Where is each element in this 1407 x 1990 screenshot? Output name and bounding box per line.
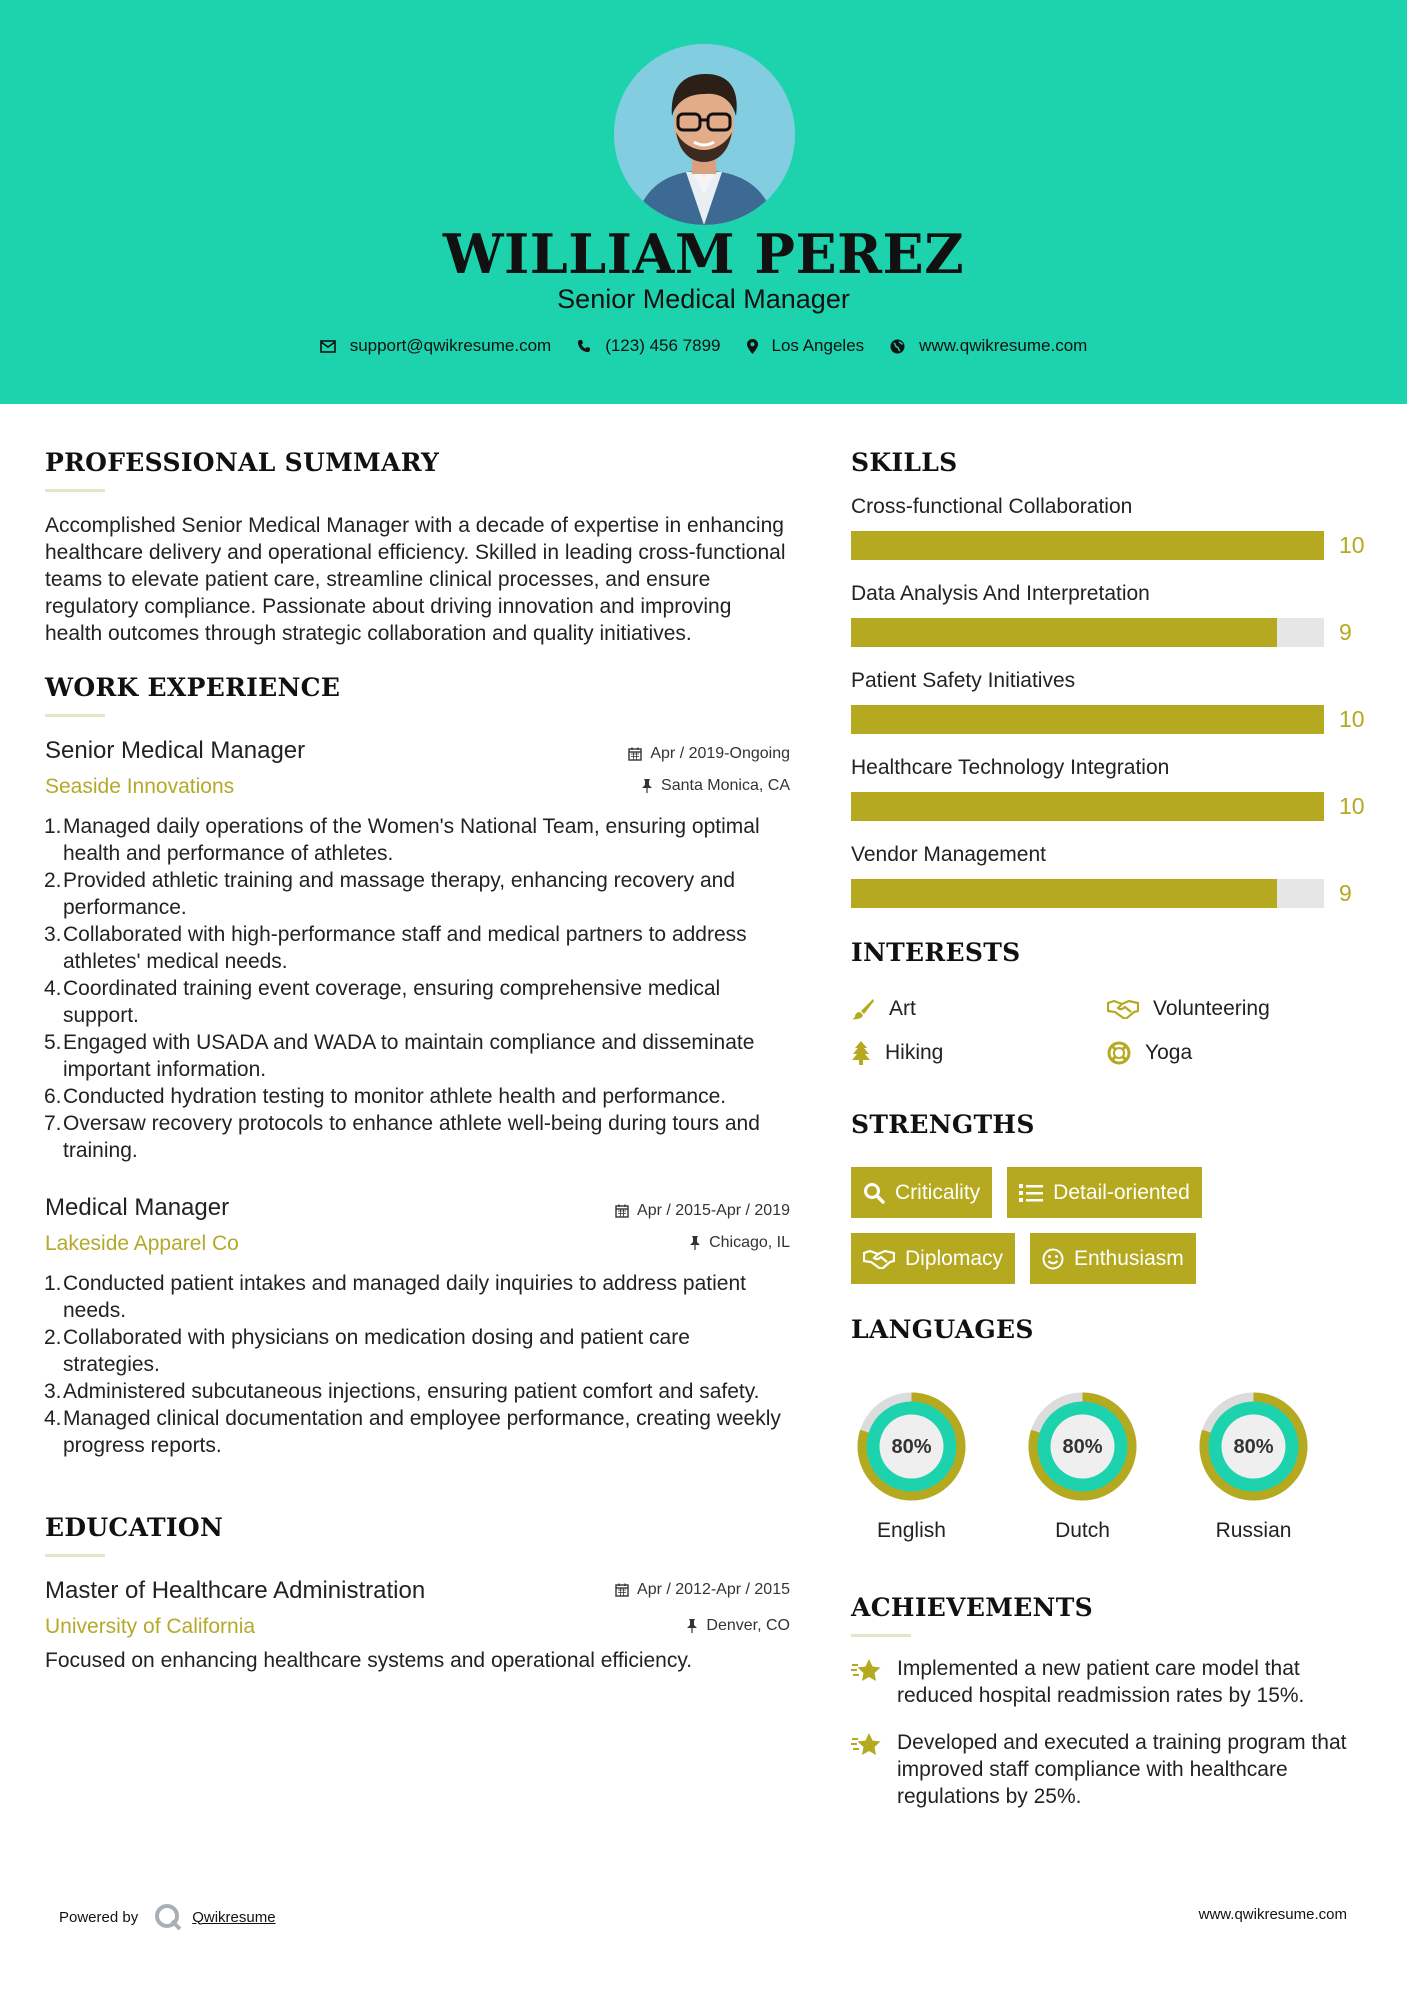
smile-icon bbox=[1042, 1248, 1064, 1270]
skill-level: 9 bbox=[1339, 880, 1352, 906]
pushpin-icon bbox=[641, 779, 653, 793]
skill-level: 10 bbox=[1339, 706, 1365, 732]
skill-name: Cross-functional Collaboration bbox=[851, 495, 1133, 518]
website-text: www.qwikresume.com bbox=[919, 336, 1088, 355]
company-name: Lakeside Apparel Co bbox=[45, 1232, 239, 1255]
strength-tag: Diplomacy bbox=[851, 1233, 1015, 1284]
globe-icon bbox=[890, 339, 905, 354]
language-percent: 80% bbox=[1233, 1436, 1274, 1458]
skill-bar-row bbox=[851, 792, 1371, 821]
summary-text: Accomplished Senior Medical Manager with a decade of expertise in enhancing healthcare delivery and operational efficiency. Skilled in leading cross-functional teams to elevate patient care, streamline clinical processes, and ensure regulatory compliance. Passionate about driving innovation and improving health outcomes through strategic collaboration and quality initiatives. bbox=[45, 514, 786, 645]
company-name: Seaside Innovations bbox=[45, 775, 235, 798]
skill-item bbox=[851, 669, 1371, 734]
calendar-icon bbox=[615, 1204, 629, 1218]
interests-section bbox=[851, 938, 1371, 1065]
skill-bar-row bbox=[851, 618, 1371, 647]
achievements-heading: ACHIEVEMENTS bbox=[851, 1593, 1093, 1622]
skill-name: Healthcare Technology Integration bbox=[851, 756, 1170, 779]
interest-item: Yoga bbox=[1107, 1041, 1363, 1065]
skill-bar-track bbox=[851, 792, 1324, 821]
summary-heading: PROFESSIONAL SUMMARY bbox=[45, 448, 440, 477]
interests-grid bbox=[851, 997, 1371, 1065]
location-text: Los Angeles bbox=[771, 336, 865, 355]
education-location: Denver, CO bbox=[686, 1617, 790, 1635]
experience-section bbox=[45, 673, 790, 1459]
job-dates: Apr / 2015-Apr / 2019 bbox=[615, 1202, 790, 1220]
language-item bbox=[851, 1386, 972, 1543]
list-item: 4. Managed clinical documentation and employee performance, creating weekly progress reports. bbox=[44, 1407, 781, 1457]
contact-phone[interactable] bbox=[577, 336, 720, 356]
right-column bbox=[851, 448, 1371, 1810]
handshake-icon bbox=[1107, 999, 1139, 1019]
star-badge-icon bbox=[851, 1731, 883, 1759]
strengths-heading: STRENGTHS bbox=[851, 1110, 1035, 1139]
strengths-tags bbox=[851, 1167, 1281, 1299]
skill-bar-fill bbox=[851, 531, 1324, 560]
list-item: 4. Coordinated training event coverage, ensuring comprehensive medical support. bbox=[44, 977, 721, 1027]
skill-bar-track bbox=[851, 618, 1324, 647]
experience-heading: WORK EXPERIENCE bbox=[45, 673, 341, 702]
skill-level: 10 bbox=[1339, 793, 1365, 819]
interest-item: Art bbox=[851, 997, 1107, 1021]
education-section bbox=[45, 1513, 790, 1674]
education-dates: Apr / 2012-Apr / 2015 bbox=[615, 1581, 790, 1599]
language-name: English bbox=[877, 1519, 946, 1542]
languages-list bbox=[851, 1386, 1371, 1543]
education-entry bbox=[45, 1577, 790, 1674]
profile-photo bbox=[614, 44, 795, 225]
interest-item: Volunteering bbox=[1107, 997, 1363, 1021]
language-item bbox=[1022, 1386, 1143, 1543]
skill-bar-track bbox=[851, 879, 1324, 908]
skill-bar-row bbox=[851, 705, 1371, 734]
list-item: 7. Oversaw recovery protocols to enhance athlete well-being during tours and training. bbox=[44, 1112, 760, 1162]
language-name: Dutch bbox=[1055, 1519, 1110, 1542]
candidate-name: WILLIAM PEREZ bbox=[442, 222, 965, 286]
list-item: 1. Conducted patient intakes and managed daily inquiries to address patient needs. bbox=[44, 1272, 746, 1322]
strength-tag: Enthusiasm bbox=[1030, 1233, 1196, 1284]
section-divider bbox=[45, 1554, 105, 1557]
pushpin-icon bbox=[686, 1619, 698, 1633]
handshake-icon bbox=[863, 1249, 895, 1269]
skill-bar-track bbox=[851, 705, 1324, 734]
skills-section bbox=[851, 448, 1371, 908]
skill-bar-track bbox=[851, 531, 1324, 560]
job-entry bbox=[45, 1194, 790, 1459]
contact-location bbox=[747, 336, 865, 356]
map-pin-icon bbox=[747, 339, 758, 354]
left-column bbox=[45, 448, 790, 1674]
list-item: 6. Conducted hydration testing to monitor athlete health and performance. bbox=[44, 1085, 727, 1108]
list-icon bbox=[1019, 1183, 1043, 1203]
skills-heading: SKILLS bbox=[851, 448, 958, 477]
skill-level: 9 bbox=[1339, 619, 1352, 645]
education-description: Focused on enhancing healthcare systems and operational efficiency. bbox=[45, 1649, 693, 1672]
header-banner bbox=[0, 0, 1407, 404]
summary-section bbox=[45, 448, 790, 647]
list-item: 2. Collaborated with physicians on medication dosing and patient care strategies. bbox=[44, 1326, 690, 1376]
qwikresume-logo-icon bbox=[154, 1903, 182, 1931]
section-divider bbox=[45, 714, 105, 717]
skill-name: Vendor Management bbox=[851, 843, 1046, 866]
pushpin-icon bbox=[689, 1236, 701, 1250]
contact-website[interactable] bbox=[890, 336, 1087, 356]
paintbrush-icon bbox=[851, 998, 875, 1020]
language-ring bbox=[1193, 1386, 1314, 1507]
job-title: Medical Manager bbox=[45, 1194, 230, 1221]
list-item: 2. Provided athletic training and massage therapy, enhancing recovery and performance. bbox=[44, 869, 736, 919]
star-badge-icon bbox=[851, 1657, 883, 1685]
job-dates: Apr / 2019-Ongoing bbox=[628, 745, 790, 763]
language-ring bbox=[851, 1386, 972, 1507]
skill-item bbox=[851, 582, 1371, 647]
skill-name: Patient Safety Initiatives bbox=[851, 669, 1076, 692]
school-name: University of California bbox=[45, 1615, 256, 1638]
languages-heading: LANGUAGES bbox=[851, 1315, 1034, 1344]
calendar-icon bbox=[615, 1583, 629, 1597]
email-text: support@qwikresume.com bbox=[349, 336, 552, 355]
interests-heading: INTERESTS bbox=[851, 938, 1021, 967]
list-item: 3. Administered subcutaneous injections, ensuring patient comfort and safety. bbox=[44, 1380, 760, 1403]
candidate-role: Senior Medical Manager bbox=[557, 284, 850, 314]
job-entry bbox=[45, 737, 790, 1164]
job-title: Senior Medical Manager bbox=[45, 737, 306, 764]
job-location: Chicago, IL bbox=[689, 1234, 790, 1252]
language-ring bbox=[1022, 1386, 1143, 1507]
section-divider bbox=[851, 1634, 911, 1637]
languages-section bbox=[851, 1315, 1371, 1543]
strengths-section bbox=[851, 1110, 1371, 1299]
phone-text: (123) 456 7899 bbox=[605, 336, 721, 355]
achievement-item: Implemented a new patient care model that reduced hospital readmission rates by 15%. bbox=[851, 1655, 1371, 1709]
tree-icon bbox=[851, 1041, 871, 1065]
degree-title: Master of Healthcare Administration bbox=[45, 1577, 426, 1604]
skill-bar-fill bbox=[851, 792, 1324, 821]
interest-item: Hiking bbox=[851, 1041, 1107, 1065]
strength-tag: Criticality bbox=[851, 1167, 992, 1218]
footer-powered-by: Powered by Qwikresume bbox=[59, 1903, 276, 1931]
contact-bar bbox=[0, 336, 1407, 356]
language-item bbox=[1193, 1386, 1314, 1543]
education-heading: EDUCATION bbox=[45, 1513, 224, 1542]
job-bullets bbox=[45, 1270, 790, 1459]
section-divider bbox=[45, 489, 105, 492]
phone-icon bbox=[577, 339, 591, 353]
achievements-section bbox=[851, 1593, 1371, 1810]
skill-bar-fill bbox=[851, 879, 1277, 908]
job-location: Santa Monica, CA bbox=[641, 777, 790, 795]
list-item: 3. Collaborated with high-performance staff and medical partners to address athletes' medical needs. bbox=[44, 923, 747, 973]
lifebuoy-icon bbox=[1107, 1041, 1131, 1065]
skill-bar-fill bbox=[851, 705, 1324, 734]
language-name: Russian bbox=[1215, 1519, 1292, 1542]
job-bullets bbox=[45, 813, 790, 1164]
skills-list bbox=[851, 495, 1371, 908]
language-percent: 80% bbox=[891, 1436, 932, 1458]
calendar-icon bbox=[628, 747, 642, 761]
list-item: 5. Engaged with USADA and WADA to maintain compliance and disseminate important information. bbox=[44, 1031, 755, 1081]
skill-item bbox=[851, 756, 1371, 821]
list-item: 1. Managed daily operations of the Women's National Team, ensuring optimal health and performance of athletes. bbox=[44, 815, 760, 865]
skill-bar-fill bbox=[851, 618, 1277, 647]
envelope-icon bbox=[320, 340, 336, 353]
skill-item bbox=[851, 843, 1371, 908]
achievement-item: Developed and executed a training program that improved staff compliance with healthcare regulations by 25%. bbox=[851, 1729, 1371, 1810]
skill-level: 10 bbox=[1339, 532, 1365, 558]
search-icon bbox=[863, 1182, 885, 1204]
skill-item bbox=[851, 495, 1371, 560]
strength-tag: Detail-oriented bbox=[1007, 1167, 1202, 1218]
language-percent: 80% bbox=[1062, 1436, 1103, 1458]
footer-website[interactable]: www.qwikresume.com bbox=[1198, 1906, 1347, 1923]
skill-name: Data Analysis And Interpretation bbox=[851, 582, 1150, 605]
contact-email[interactable] bbox=[320, 336, 552, 356]
skill-bar-row bbox=[851, 879, 1371, 908]
skill-bar-row bbox=[851, 531, 1371, 560]
qwikresume-link[interactable]: Qwikresume bbox=[192, 1908, 276, 1926]
